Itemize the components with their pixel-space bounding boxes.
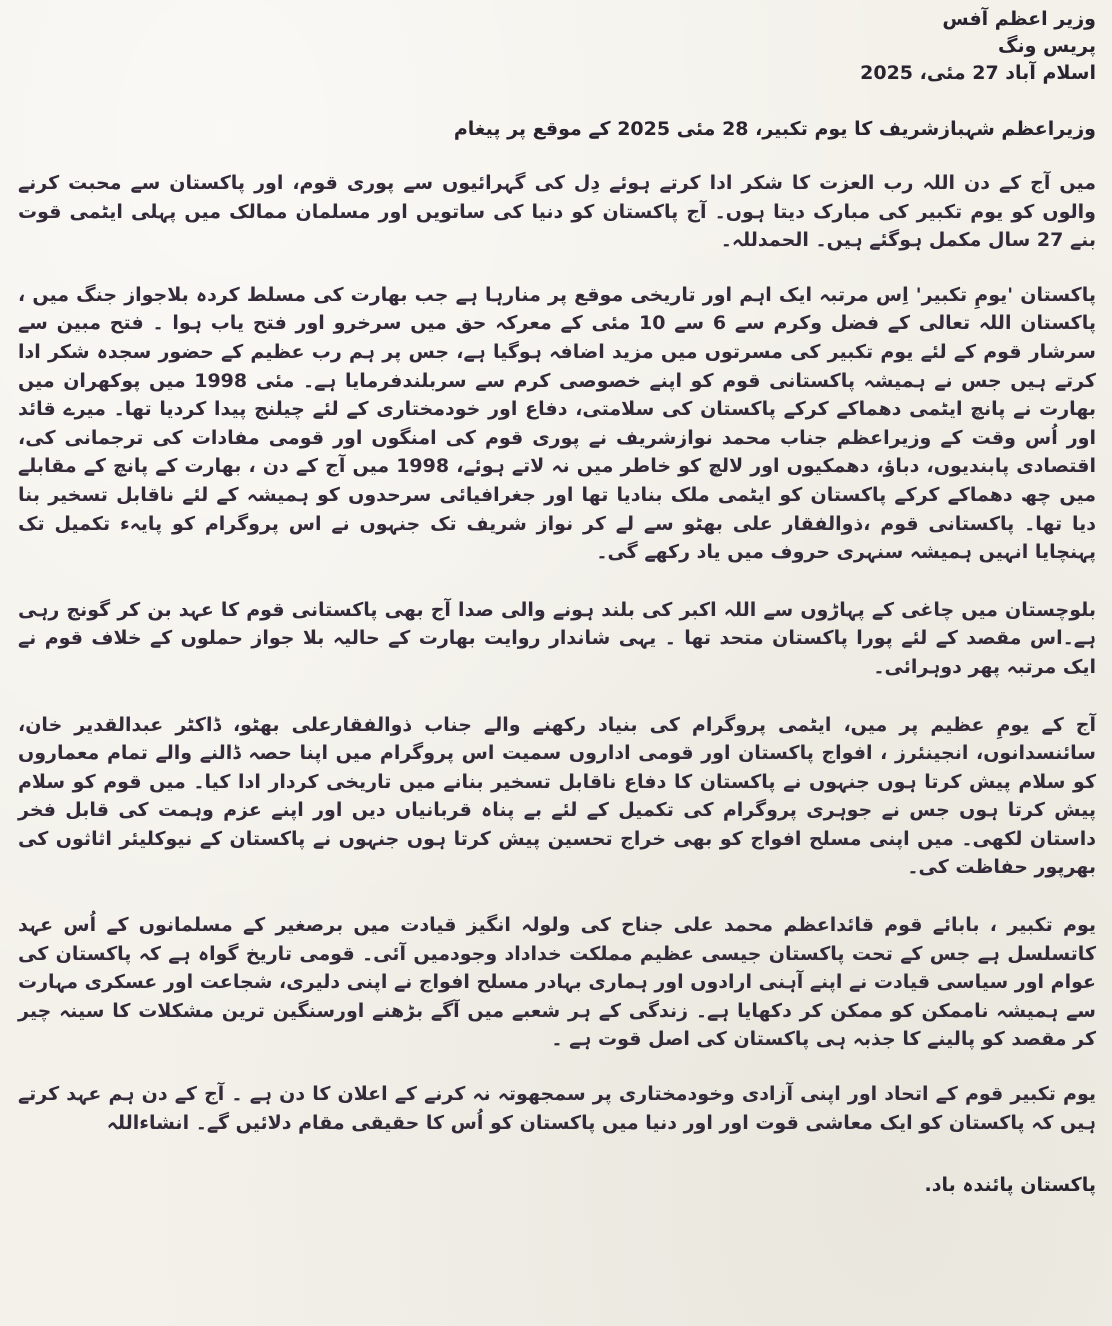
message-title: وزیراعظم شہبازشریف کا یوم تکبیر، 28 مئی 2025 کے موقع پر پیغام bbox=[453, 118, 1096, 140]
paragraph-pledge: یوم تکبیر قوم کے اتحاد اور اپنی آزادی وخودمختاری پر سمجھوتہ نہ کرنے کے اعلان کا دن ہے ۔ آج کے دن ہم عہد کرتے ہیں کہ پاکستان کو ایک معاشی قوت اور اور دنیا میں پاکستان کو اُس کا حقیقی مقام دلائیں گے۔ انشاءاللہ bbox=[18, 1083, 1096, 1134]
letterhead bbox=[18, 6, 1096, 87]
paragraph-quaid: یوم تکبیر ، بابائے قوم قائداعظم محمد علی جناح کی ولولہ انگیز قیادت میں برصغیر کے مسلمانوں کے اُس عہد کاتسلسل ہے جس کے تحت پاکستان جیسی عظیم مملکت خداداد وجودمیں آئی۔ قومی تاریخ گواہ ہے کہ پاکستان کی عوام اور سیاسی قیادت نے اپنے آہنی ارادوں اور ہماری بہادر مسلح افواج نے اپنی دلیری، شجاعت اور عسکری مہارت سے ہمیشہ ناممکن کو ممکن کر دکھایا ہے۔ زندگی کے ہر شعبے میں آگے بڑھنے اورسنگین ترین مشکلات کا سینہ چیر کر مقصد کو پالینے کا جذبہ ہی پاکستان کی اصل قوت ہے ۔ bbox=[18, 914, 1096, 1051]
closing-line: پاکستان پائندہ باد. bbox=[924, 1174, 1096, 1197]
wing-name: پریس ونگ bbox=[998, 35, 1096, 57]
paragraph-tribute: آج کے یومِ عظیم پر میں، ایٹمی پروگرام کی بنیاد رکھنے والے جناب ذوالفقارعلی بھٹو، ڈاکٹر عبدالقدیر خان، سائنسدانوں، انجینئرز ، افواج پاکستان اور قومی اداروں سمیت اس پروگرام میں اپنا حصہ ڈالنے والے تمام معماروں کو سلام پیش کرتا ہوں جنہوں نے پاکستان کا دفاع ناقابل تسخیر بنانے میں تاریخی کردار ادا کیا۔ میں قوم کو سلام پیش کرتا ہوں جس نے جوہری پروگرام کی تکمیل کے لئے بے پناہ قربانیاں دیں اور اپنے عزم وہمت کی قابل فخر داستان لکھی۔ میں اپنی مسلح افواج کو بھی خراج تحسین پیش کرتا ہوں جنہوں نے پاکستان کے نیوکلیئر اثاثوں کی بھرپور حفاظت کی۔ bbox=[18, 713, 1096, 879]
paragraph-chagai: بلوچستان میں چاغی کے پہاڑوں سے اللہ اکبر کی بلند ہونے والی صدا آج بھی پاکستانی قوم کا عہد بن کر گونج رہی ہے۔اس مقصد کے لئے پورا پاکستان متحد تھا ۔ یہی شاندار روایت بھارت کے حالیہ بلا جواز حملوں کے خلاف قوم نے ایک مرتبہ پھر دوہرائی۔ bbox=[18, 598, 1096, 678]
office-name: وزیر اعظم آفس bbox=[942, 8, 1096, 30]
place-date: اسلام آباد 27 مئی، 2025 bbox=[860, 62, 1096, 84]
paragraph-gratitude: میں آج کے دن اللہ رب العزت کا شکر ادا کرتے ہوئے دِل کی گہرائیوں سے پوری قوم، اور پاکستان سے محبت کرنے والوں کو یوم تکبیر کی مبارک دیتا ہوں۔ آج پاکستان کو دنیا کی ساتویں اور مسلمان ممالک میں پہلی ایٹمی قوت بنے 27 سال مکمل ہوگئے ہیں۔ الحمدللہ۔ bbox=[18, 172, 1096, 252]
paragraph-history: پاکستان 'یومِ تکبیر' اِس مرتبہ ایک اہم اور تاریخی موقع پر منارہا ہے جب بھارت کی مسلط کردہ بلاجواز جنگ میں ، پاکستان اللہ تعالی کے فضل وکرم سے 6 سے 10 مئی کے معرکہ حق میں سرخرو اور فتح یاب ہوا ۔ فتح مبین سے سرشار قوم کے لئے یوم تکبیر کی مسرتوں میں مزید اضافہ ہوگیا ہے، جس پر ہم رب عظیم کے حضور سجدہ شکر ادا کرتے ہیں جس نے ہمیشہ پاکستانی قوم کو اپنے خصوصی کرم سے سربلندفرمایا ہے۔ مئی 1998 میں پوکھران میں بھارت نے پانچ ایٹمی دھماکے کرکے پاکستان کی سلامتی، دفاع اور خودمختاری کے لئے چیلنج پیدا کردیا تھا۔ میرے قائد اور اُس وقت کے وزیراعظم جناب محمد نوازشریف نے پوری قوم کی امنگوں اور قومی مفادات کی ترجمانی کی، اقتصادی پابندیوں، دباؤ، دھمکیوں اور لالچ کو خاطر میں نہ لاتے ہوئے، 1998 میں آج کے دن ، بھارت کے پانچ کے مقابلے میں چھ دھماکے کرکے پاکستان کو ایٹمی ملک بنادیا تھا اور جغرافیائی سرحدوں کو ہمیشہ کے لئے ناقابل تسخیر بنا دیا تھا۔ پاکستانی قوم ،ذوالفقار علی بھٹو سے لے کر نواز شریف تک جنہوں نے اس پروگرام کو پایہء تکمیل تک پہنچایا انہیں ہمیشہ سنہری حروف میں یاد رکھے گی۔ bbox=[18, 283, 1096, 564]
